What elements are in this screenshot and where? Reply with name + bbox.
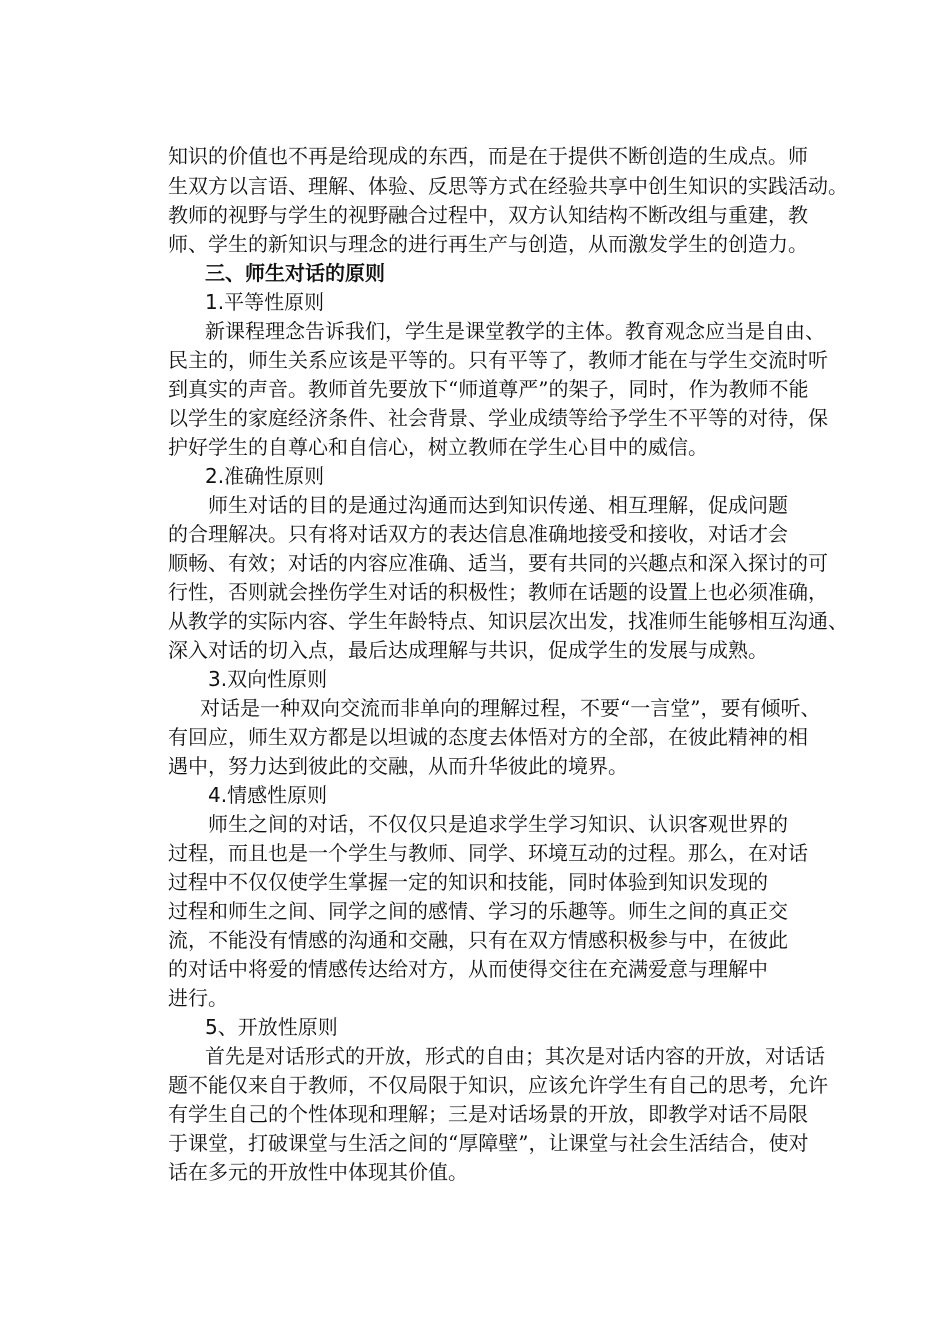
body-line: 师生之间的对话，不仅仅只是追求学生学习知识、认识客观世界的: [208, 812, 788, 836]
subsection-heading: 2.准确性原则: [205, 464, 325, 488]
subsection-heading: 3.双向性原则: [208, 667, 328, 691]
body-line: 过程和师生之间、同学之间的感情、学习的乐趣等。师生之间的真正交: [168, 899, 788, 923]
subsection-heading: 4.情感性原则: [208, 783, 328, 807]
body-line: 的合理解决。只有将对话双方的表达信息准确地接受和接收，对话才会: [168, 522, 788, 546]
body-line: 遇中，努力达到彼此的交融，从而升华彼此的境界。: [168, 754, 628, 778]
body-line: 话在多元的开放性中体现其价值。: [168, 1160, 468, 1184]
body-line: 有回应，师生双方都是以坦诚的态度去体悟对方的全部，在彼此精神的相: [168, 725, 808, 749]
subsection-heading: 5、开放性原则: [205, 1015, 338, 1039]
body-line: 深入对话的切入点，最后达成理解与共识，促成学生的发展与成熟。: [168, 638, 768, 662]
body-line: 师、学生的新知识与理念的进行再生产与创造，从而激发学生的创造力。: [168, 232, 808, 256]
body-line: 的对话中将爱的情感传达给对方，从而使得交往在充满爱意与理解中: [168, 957, 768, 981]
body-line: 师生对话的目的是通过沟通而达到知识传递、相互理解，促成问题: [208, 493, 788, 517]
subsection-heading: 1.平等性原则: [205, 290, 325, 314]
section-heading: 三、师生对话的原则: [205, 261, 385, 285]
body-line: 以学生的家庭经济条件、社会背景、学业成绩等给予学生不平等的对待，保: [168, 406, 828, 430]
body-line: 首先是对话形式的开放，形式的自由；其次是对话内容的开放，对话话: [205, 1044, 825, 1068]
body-line: 知识的价值也不再是给现成的东西，而是在于提供不断创造的生成点。师: [168, 144, 808, 168]
body-line: 从教学的实际内容、学生年龄特点、知识层次出发，找准师生能够相互沟通、: [168, 609, 848, 633]
body-line: 教师的视野与学生的视野融合过程中，双方认知结构不断改组与重建，教: [168, 203, 808, 227]
body-line: 顺畅、有效；对话的内容应准确、适当，要有共同的兴趣点和深入探讨的可: [168, 551, 828, 575]
body-line: 过程，而且也是一个学生与教师、同学、环境互动的过程。那么，在对话: [168, 841, 808, 865]
body-line: 对话是一种双向交流而非单向的理解过程，不要“一言堂”，要有倾听、: [200, 696, 821, 720]
body-line: 行性，否则就会挫伤学生对话的积极性；教师在话题的设置上也必须准确，: [168, 580, 828, 604]
body-line: 有学生自己的个性体现和理解；三是对话场景的开放，即教学对话不局限: [168, 1102, 808, 1126]
body-line: 于课堂，打破课堂与生活之间的“厚障壁”，让课堂与社会生活结合，使对: [168, 1131, 809, 1155]
body-line: 到真实的声音。教师首先要放下“师道尊严”的架子，同时，作为教师不能: [168, 377, 809, 401]
body-line: 过程中不仅仅使学生掌握一定的知识和技能，同时体验到知识发现的: [168, 870, 768, 894]
body-line: 民主的，师生关系应该是平等的。只有平等了，教师才能在与学生交流时听: [168, 348, 828, 372]
body-line: 进行。: [168, 986, 228, 1010]
body-line: 题不能仅来自于教师，不仅局限于知识，应该允许学生有自己的思考，允许: [168, 1073, 828, 1097]
body-line: 流，不能没有情感的沟通和交融，只有在双方情感积极参与中，在彼此: [168, 928, 788, 952]
body-line: 生双方以言语、理解、体验、反思等方式在经验共享中创生知识的实践活动。: [168, 174, 848, 198]
body-line: 护好学生的自尊心和自信心，树立教师在学生心目中的威信。: [168, 435, 708, 459]
body-line: 新课程理念告诉我们，学生是课堂教学的主体。教育观念应当是自由、: [205, 319, 825, 343]
